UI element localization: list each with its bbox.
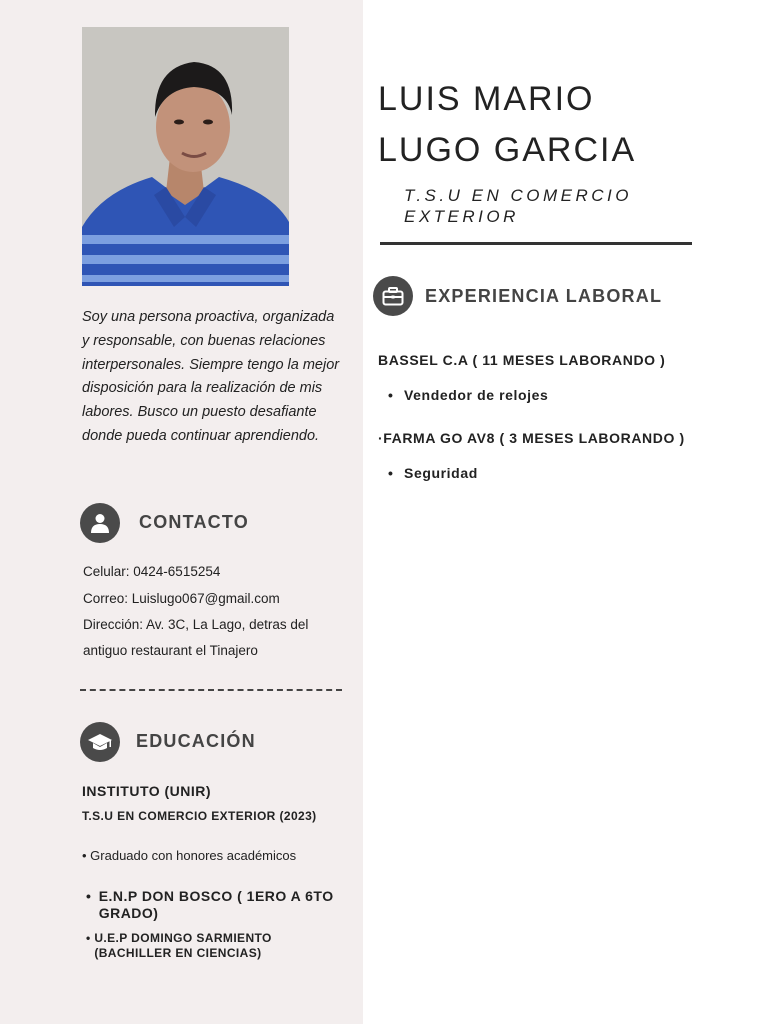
- education-item-text: U.E.P DOMINGO SARMIENTO (BACHILLER EN CIENCIAS): [94, 931, 272, 960]
- education-note: • Graduado con honores académicos: [82, 848, 297, 863]
- job-duty-text: Seguridad: [404, 465, 478, 481]
- education-item-text: E.N.P DON BOSCO ( 1ERO A 6TO GRADO): [98, 888, 334, 921]
- contact-heading: CONTACTO: [139, 512, 249, 532]
- divider: [80, 689, 342, 691]
- name-second-line: LUGO GARCIA: [378, 131, 637, 169]
- contact-phone: Celular: 0424-6515254: [83, 564, 221, 579]
- job-title: ·FARMA GO AV8 ( 3 MESES LABORANDO ): [378, 430, 685, 446]
- education-institution: INSTITUTO (UNIR): [82, 783, 212, 799]
- name-first-line: LUIS MARIO: [378, 80, 595, 118]
- graduation-cap-icon: [80, 722, 120, 762]
- education-heading: EDUCACIÓN: [136, 731, 256, 751]
- job-duty: [388, 465, 478, 481]
- contact-email[interactable]: Correo: Luislugo067@gmail.com: [83, 591, 280, 606]
- bullet-icon: •: [388, 465, 394, 481]
- experience-heading: EXPERIENCIA LABORAL: [425, 286, 663, 306]
- job-duty-text: Vendedor de relojes: [404, 387, 549, 403]
- bullet-icon: •: [86, 888, 92, 904]
- title-rule: [380, 242, 692, 245]
- profile-summary: Soy una persona proactiva, organizada y responsable, con buenas relaciones interpersonales. Siempre tengo la mejor disposición para la realización de mis labores. Busco un puesto desafiante donde pueda continuar aprendiendo.: [82, 309, 340, 444]
- bullet-icon: •: [388, 387, 394, 403]
- job-title: BASSEL C.A ( 11 MESES LABORANDO ): [378, 352, 666, 368]
- bullet-icon: •: [86, 931, 91, 945]
- education-item: [86, 888, 336, 922]
- profile-title: T.S.U EN COMERCIO EXTERIOR: [404, 186, 632, 226]
- job-duty: [388, 387, 548, 403]
- briefcase-icon: [373, 276, 413, 316]
- education-degree: T.S.U EN COMERCIO EXTERIOR (2023): [82, 809, 317, 823]
- person-icon: [80, 503, 120, 543]
- profile-photo: [82, 27, 289, 286]
- education-item: [86, 931, 336, 961]
- contact-address: Dirección: Av. 3C, La Lago, detras del antiguo restaurant el Tinajero: [83, 617, 309, 658]
